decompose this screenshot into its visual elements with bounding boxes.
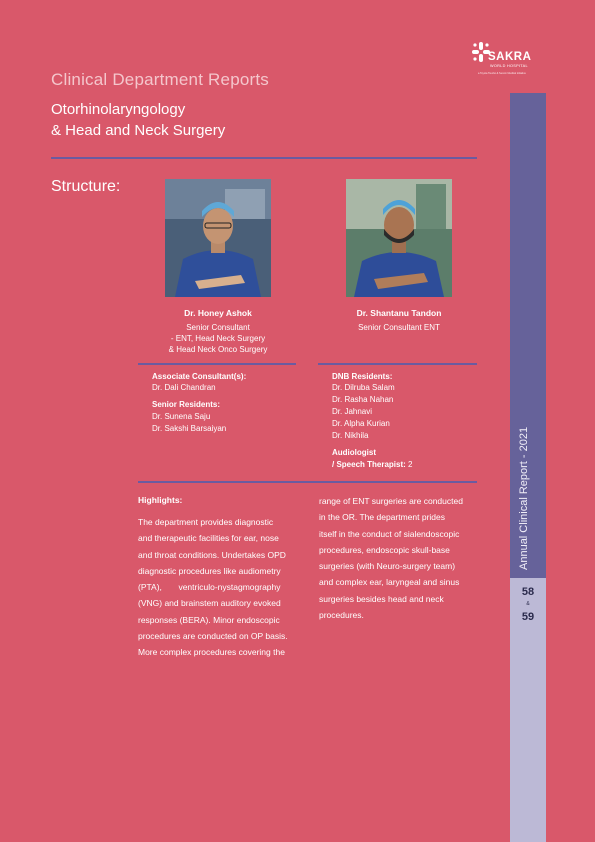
highlights-col1-line: diagnostic procedures like audiometry: [138, 565, 281, 576]
associate-consultant-1: Dr. Dali Chandran: [152, 383, 216, 392]
highlights-col2-line: surgeries (with Neuro-surgery team): [319, 561, 456, 572]
doctor-role-1-line3: & Head Neck Onco Surgery: [168, 345, 268, 354]
logo-brand: SAKRA: [488, 51, 532, 63]
doctor-photo-honey-ashok: [165, 179, 271, 297]
page-number-right: 59: [521, 611, 535, 623]
highlights-col1-line: procedures are conducted on OP basis.: [138, 631, 288, 642]
highlights-col1-line: and therapeutic facilities for ear, nose: [138, 533, 279, 544]
highlights-divider: [138, 481, 477, 483]
highlights-col2-line: itself in the conduct of sialendoscopic: [319, 528, 460, 539]
doctor-name-2: Dr. Shantanu Tandon: [356, 308, 442, 318]
doctor-role-2-line1: Senior Consultant ENT: [358, 323, 440, 332]
highlights-col1-line: The department provides diagnostic: [138, 517, 274, 527]
highlights-col2-line: range of ENT surgeries are conducted: [319, 496, 463, 506]
highlights-col2-line: surgeries besides head and neck: [319, 593, 444, 604]
senior-resident-2: Dr. Sakshi Barsaiyan: [152, 424, 227, 433]
highlights-col1-line: (PTA), ventriculo-nystagmography: [138, 582, 281, 593]
audiologist-label-2: / Speech Therapist:: [332, 460, 406, 469]
highlights-title: Highlights:: [138, 495, 183, 505]
dnb-resident-3: Dr. Jahnavi: [332, 407, 373, 416]
highlights-column-2: [319, 493, 482, 623]
highlights-col2-line: and complex ear, laryngeal and sinus: [319, 577, 460, 588]
header-divider: [51, 157, 477, 159]
staff-left-divider: [138, 363, 296, 365]
highlights-col1-line: More complex procedures covering the: [138, 647, 285, 658]
highlights-col2-line: in the OR. The department prides: [319, 512, 445, 523]
highlights-col2-line: procedures.: [319, 610, 364, 621]
logo-sub: WORLD HOSPITAL: [490, 64, 528, 68]
audiologist-count: 2: [408, 460, 413, 469]
doctor-role-1-line2: - ENT, Head Neck Surgery: [170, 334, 266, 343]
senior-residents-label: Senior Residents:: [152, 400, 221, 409]
page-number-amp: &: [526, 601, 530, 607]
dnb-resident-2: Dr. Rasha Nahan: [332, 395, 394, 404]
page-title-line2: & Head and Neck Surgery: [51, 122, 226, 139]
highlights-col1-line: (VNG) and brainstem auditory evoked: [138, 598, 281, 609]
doctor-photo-shantanu-tandon: [346, 179, 452, 297]
audiologist-line: [332, 459, 412, 471]
sakra-logo: [470, 42, 550, 82]
highlights-column-1: [138, 514, 302, 661]
associate-consultant-label: Associate Consultant(s):: [152, 372, 247, 381]
dnb-residents-label: DNB Residents:: [332, 372, 393, 381]
highlights-col1-line: responses (BERA). Minor endoscopic: [138, 614, 280, 625]
highlights-col2-line: procedures, endoscopic skull-base: [319, 544, 450, 555]
structure-label: Structure:: [51, 178, 121, 195]
doctor-role-1-line1: Senior Consultant: [186, 323, 250, 332]
dnb-resident-5: Dr. Nikhila: [332, 431, 369, 440]
department-label: Clinical Department Reports: [51, 70, 269, 89]
staff-right-divider: [318, 363, 477, 365]
page-number-left: 58: [521, 586, 535, 598]
logo-tagline: a Toyota Tsusho & Secom Medical initiative: [478, 72, 526, 75]
dnb-resident-4: Dr. Alpha Kurian: [332, 419, 390, 428]
audiologist-label-1: Audiologist: [332, 448, 376, 457]
highlights-col1-line: and throat conditions. Undertakes OPD: [138, 549, 286, 560]
senior-resident-1: Dr. Sunena Saju: [152, 412, 211, 421]
annual-report-label: Annual Clinical Report - 2021: [518, 426, 530, 570]
page-title-line1: Otorhinolaryngology: [51, 101, 186, 118]
doctor-name-1: Dr. Honey Ashok: [184, 308, 252, 318]
dnb-resident-1: Dr. Dilruba Salam: [332, 383, 395, 392]
